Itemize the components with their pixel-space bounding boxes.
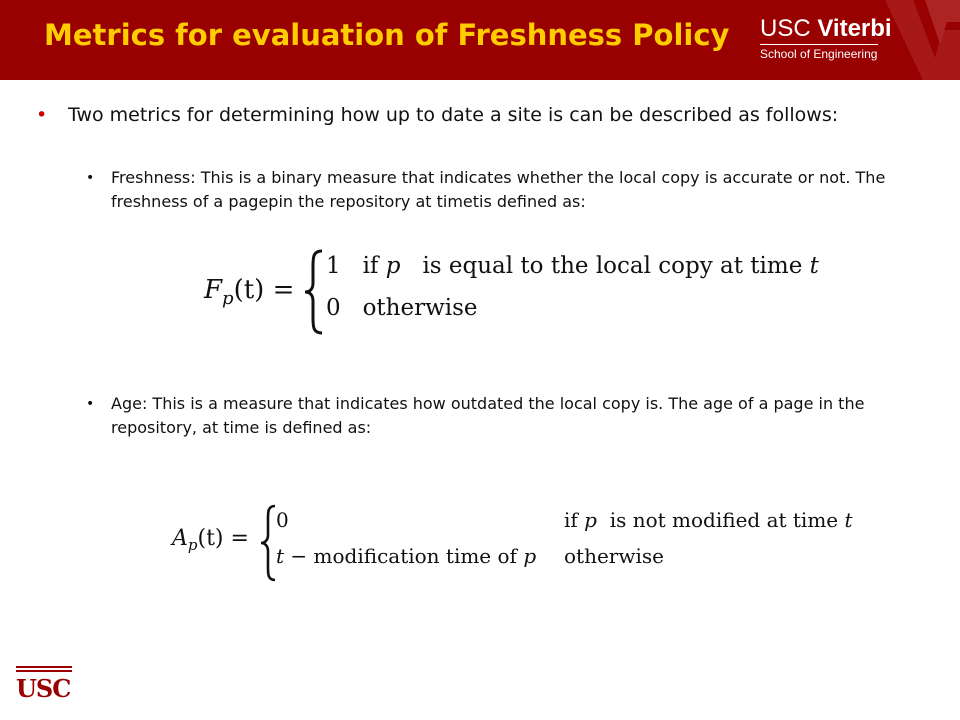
case-var: p (584, 508, 597, 532)
brand-usc: USC (760, 15, 811, 42)
slide-title: Metrics for evaluation of Freshness Policy (44, 18, 730, 52)
bullet-dot-icon: • (86, 396, 95, 412)
bullet-main-text: Two metrics for determining how up to date a site is can be described as follows: (68, 104, 839, 126)
case-value: 1 (326, 253, 341, 279)
formula-freshness (200, 245, 860, 340)
formula-age-case2-value (276, 544, 536, 568)
brand-divider (760, 44, 878, 45)
formula-argument: (t) = (233, 275, 295, 305)
case-value: 0 (326, 295, 341, 321)
brand-viterbi: Viterbi (817, 15, 892, 42)
bullet-main (36, 102, 866, 129)
formula-freshness-case1 (326, 253, 819, 279)
slide-header (0, 0, 960, 80)
formula-age-case2-condition: otherwise (564, 544, 664, 568)
bullet-freshness-text: Freshness: This is a binary measure that indicates whether the local copy is accurate or not. The freshness of a pagepin the repository at timetis defined as: (111, 168, 886, 211)
case-text: − modification time of (290, 544, 517, 568)
case-time: t (809, 253, 819, 279)
bullet-freshness (86, 166, 906, 214)
formula-age-case1-value: 0 (276, 508, 289, 532)
case-if: if (564, 508, 578, 532)
case-text: otherwise (362, 295, 478, 321)
footer-logo-text: USC (16, 674, 71, 703)
formula-argument: (t) = (197, 526, 249, 551)
formula-subscript: p (187, 536, 198, 555)
formula-age-lhs (172, 526, 249, 555)
case-text: is not modified at time (609, 508, 839, 532)
case-var: t (276, 544, 285, 568)
left-brace-icon (258, 504, 278, 582)
brand-school: School of Engineering (760, 47, 878, 61)
slide-content (0, 80, 960, 720)
formula-age-case1-condition (564, 508, 853, 532)
case-if: if (362, 253, 379, 279)
formula-freshness-lhs (204, 275, 294, 310)
bullet-age-text: Age: This is a measure that indicates how outdated the local copy is. The age of a page in the repository, at time is defined as: (111, 394, 865, 437)
case-time: t (844, 508, 853, 532)
case-var: p (523, 544, 537, 568)
formula-symbol: F (204, 275, 223, 305)
bullet-dot-icon: • (86, 170, 95, 186)
bullet-dot-icon: • (36, 104, 48, 126)
viterbi-v-emblem-icon (885, 0, 960, 80)
formula-symbol: A (172, 526, 188, 551)
brand-name (760, 16, 890, 42)
footer-rule-top (16, 666, 72, 668)
bullet-age (86, 392, 906, 440)
usc-footer-logo (16, 666, 74, 710)
left-brace-icon (302, 249, 326, 335)
usc-viterbi-logo (760, 16, 890, 66)
case-text: is equal to the local copy at time (422, 253, 803, 279)
footer-rule-top-2 (16, 670, 72, 672)
formula-freshness-case2 (326, 295, 478, 321)
formula-age (172, 500, 892, 585)
case-var: p (385, 253, 401, 279)
formula-subscript: p (222, 288, 234, 310)
